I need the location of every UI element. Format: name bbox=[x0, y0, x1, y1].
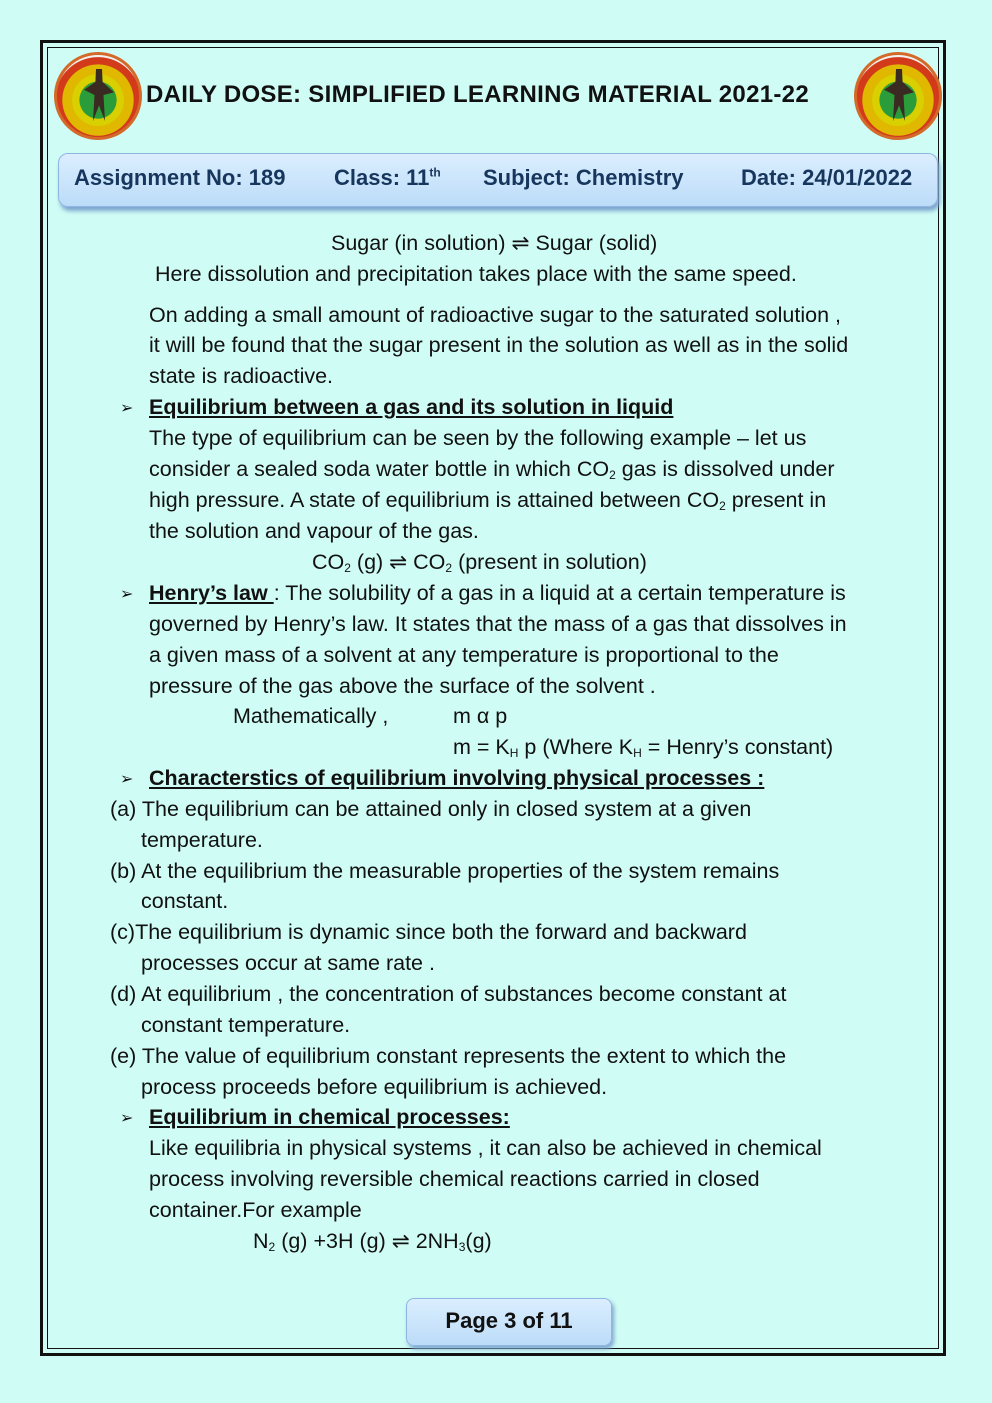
co2-equation: $CO_2$ (g) ⇌ $CO_2$ (present in solution) bbox=[312, 550, 647, 575]
text-line: process involving reversible chemical reactions carried in closed bbox=[149, 1167, 760, 1191]
text-line: Like equilibria in physical systems , it can also be achieved in chemical bbox=[149, 1136, 822, 1160]
text-line: a given mass of a solvent at any temperature is proportional to the bbox=[149, 643, 779, 667]
list-item-continuation: process proceeds before equilibrium is achieved. bbox=[141, 1075, 608, 1099]
text-line: The type of equilibrium can be seen by the following example – let us bbox=[149, 426, 807, 450]
list-item-continuation: temperature. bbox=[141, 828, 263, 852]
sugar-equation: Sugar (in solution) ⇌ Sugar (solid) bbox=[331, 231, 658, 255]
list-item: (c)The equilibrium is dynamic since both the forward and backward bbox=[110, 920, 747, 944]
assignment-info-bar bbox=[58, 153, 938, 207]
text-line: Here dissolution and precipitation takes place with the same speed. bbox=[155, 262, 797, 286]
list-item-continuation: constant. bbox=[141, 889, 229, 913]
mission-logo-left-icon bbox=[54, 52, 142, 140]
bullet-arrow-icon: ➢ bbox=[120, 769, 134, 788]
assignment-number: Assignment No: 189 bbox=[74, 165, 286, 190]
subject-info: Subject: Chemistry bbox=[483, 165, 684, 190]
section-heading-gas: Equilibrium between a gas and its solution in liquid bbox=[149, 395, 674, 419]
page-number: Page 3 of 11 bbox=[406, 1298, 612, 1346]
text-line: container.For example bbox=[149, 1198, 362, 1222]
bullet-arrow-icon: ➢ bbox=[120, 398, 134, 417]
list-item-continuation: constant temperature. bbox=[141, 1013, 351, 1037]
henrys-law-line: Henry’s law : The solubility of a gas in a liquid at a certain temperature is bbox=[149, 581, 846, 605]
text-line: pressure of the gas above the surface of the solvent . bbox=[149, 674, 656, 698]
list-item: (a) The equilibrium can be attained only in closed system at a given bbox=[110, 797, 752, 821]
text-line: state is radioactive. bbox=[149, 364, 334, 388]
class-info: Class: 11th bbox=[334, 165, 441, 190]
ammonia-equation: $N_2$ (g) +3H (g) ⇌ $2NH_3(g)$ bbox=[253, 1229, 492, 1254]
date-info: Date: 24/01/2022 bbox=[741, 165, 913, 190]
page-title: DAILY DOSE: SIMPLIFIED LEARNING MATERIAL 2021-22 bbox=[146, 81, 809, 108]
list-item-continuation: processes occur at same rate . bbox=[141, 951, 435, 975]
bullet-arrow-icon: ➢ bbox=[120, 1108, 134, 1127]
list-item: (e) The value of equilibrium constant represents the extent to which the bbox=[110, 1044, 787, 1068]
bullet-arrow-icon: ➢ bbox=[120, 584, 134, 603]
list-item: (b) At the equilibrium the measurable properties of the system remains bbox=[110, 859, 780, 883]
mission-logo-right-icon bbox=[854, 52, 942, 140]
list-item: (d) At equilibrium , the concentration of substances become constant at bbox=[110, 982, 787, 1006]
section-heading-chemical: Equilibrium in chemical processes: bbox=[149, 1105, 510, 1129]
math-label: Mathematically , bbox=[233, 704, 389, 728]
text-line: consider a sealed soda water bottle in which $CO_2$ gas is dissolved under bbox=[149, 457, 835, 482]
section-heading-characteristics: Characterstics of equilibrium involving physical processes : bbox=[149, 766, 765, 790]
text-line: high pressure. A state of equilibrium is attained between $CO_2$ present in bbox=[149, 488, 827, 513]
text-line: governed by Henry’s law. It states that the mass of a gas that dissolves in bbox=[149, 612, 847, 636]
henry-equation: $m = K_H$ p (Where $K_H$ = Henry’s constant) bbox=[453, 735, 834, 760]
text-line: On adding a small amount of radioactive sugar to the saturated solution , bbox=[149, 303, 841, 327]
text-line: it will be found that the sugar present in the solution as well as in the solid bbox=[149, 333, 849, 357]
math-proportional: m α p bbox=[453, 704, 508, 728]
text-line: the solution and vapour of the gas. bbox=[149, 519, 479, 543]
